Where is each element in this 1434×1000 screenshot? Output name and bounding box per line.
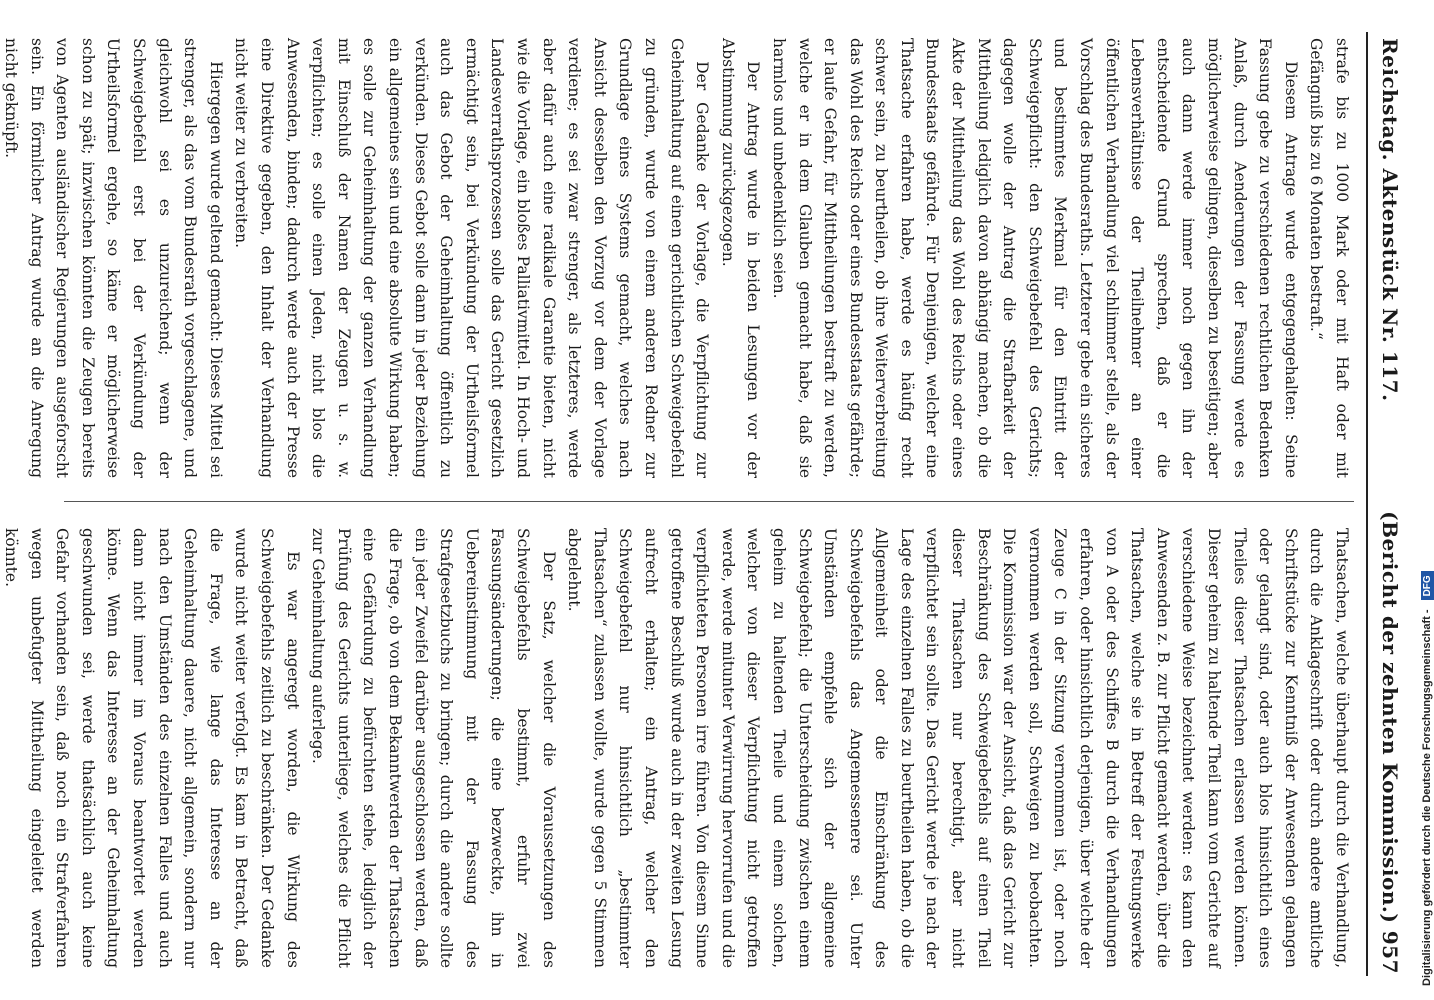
paragraph: Der Satz, welcher die Voraussetzungen des Schweigebefehls bestimmt, erfuhr zwei Fassungsänderungen; die eine bezweckte, ihn in Uebereinstimmung mit der Fassung des Strafgesetzbuchs zu bringen; durch die andere sollte ein jeder Zweifel darüber ausgeschlossen werden, daß die Frage, ob von dem Bekanntwerden der Thatsachen eine Gefährdung zu befürchten stehe, lediglich der Prüfung des Gerichts unterliege, welches die Pflicht zur Geheimhaltung auferlege. [309, 528, 558, 968]
paragraph: strafe bis zu 1000 Mark oder mit Haft oder mit Gefängniß bis zu 6 Monaten bestraft.“ [1307, 38, 1351, 478]
document-page [2, 18, 1416, 984]
paragraph: Diesem Antrage wurde entgegengehalten: Seine Fassung gebe zu verschiedenen rechtlichen Bedenken Anlaß, durch Aenderungen der Fassung werde es möglicherweise gelingen, dieselben zu beseitigen; aber auch dann werde immer noch gegen ihn der entscheidende Grund sprechen, daß er die Lebensverhältnisse der Theilnehmer an einer öffentlichen Verhandlung viel schlimmer stelle, als der Vorschlag des Bundesraths. Letzterer gebe ein sicheres und bestimmtes Merkmal für den Eintritt der Schweigepflicht: den Schweigebefehl des Gerichts; dagegen wolle der Antrag die Strafbarkeit der Mittheilung lediglich davon abhängig machen, ob die Akte der Mittheilung das Wohl des Reichs oder eines Bundesstaats gefährde. Für Denjenigen, welcher eine Thatsache erfahren habe, werde es häufig recht schwer sein, zu beurtheilen, ob ihre Weiterverbreitung das Wohl des Reichs oder eines Bundesstaats gefährde; er laufe Gefahr, für Mittheilungen bestraft zu werden, welche er in dem Glauben gemacht habe, daß sie harmlos und unbedenklich seien. [769, 38, 1300, 478]
header-left-title: Reichstag. Aktenstück Nr. 117. [1378, 38, 1402, 402]
paragraph: Thatsachen, welche überhaupt durch die Verhandlung, durch die Anklageschrift oder durch andere amtliche Schriftstücke zur Kenntniß der Anwesenden gelangen oder gelangt sind, oder auch blos hinsichtlich eines Theiles dieser Thatsachen erlassen werden können. Dieser geheim zu haltende Theil kann vom Gerichte auf verschiedene Weise bezeichnet werden: es kann den Anwesenden z. B. zur Pflicht gemacht werden, über die Thatsachen, welche sie in Betreff der Festungswerke von A oder des Schiffes B durch die Verhandlungen erfahren, oder hinsichtlich derjenigen, über welche der Zeuge C in der Sitzung vernommen ist, oder noch vernommen werden soll, Schweigen zu beobachten. Die Kommission war der Ansicht, daß das Gericht zur Beschränkung des Schweigebefehls auf einen Theil dieser Thatsachen nur berechtigt, aber nicht verpflichtet sein sollte. Das Gericht werde je nach der Lage des einzelnen Falles zu beurtheilen haben, ob die Allgemeinheit oder die Einschränkung des Schweigebefehls das Angemessenere sei. Unter Umständen empfehle sich der allgemeine Schweigebefehl; die Unterscheidung zwischen einem geheim zu haltenden Theile und einem solchen, welcher von dieser Verpflichtung nicht getroffen werde, werde mitunter Verwirrung hervorrufen und die verpflichteten Personen irre führen. Von diesem Sinne getroffene Beschluß wurde auch in der zweiten Lesung aufrecht erhalten; ein Antrag, welcher den Schweigebefehl nur hinsichtlich „bestimmter Thatsachen“ zulassen wollte, wurde gegen 5 Stimmen abgelehnt. [565, 528, 1351, 968]
paragraph: Der Gedanke der Vorlage, die Verpflichtung zur Geheimhaltung auf einen gerichtlichen Schweigebefehl zu gründen, wurde von einem anderen Redner zur Grundlage eines Systems gemacht, welches nach Ansicht desselben den Vorzug vor dem der Vorlage verdiene; es sei zwar strenger, als letzteres, werde aber dafür auch eine radikale Garantie bieten, nicht wie die Vorlage, ein bloßes Palliativmittel. In Hoch- und Landesverrathsprozessen solle das Gericht gesetzlich ermächtigt sein, bei Verkündung der Urtheilsformel auch das Gebot der Geheimhaltung öffentlich zu verkünden. Dieses Gebot solle dann in jeder Beziehung ein allgemeines sein und eine absolute Wirkung haben; es solle zur Geheimhaltung der ganzen Verhandlung mit Einschluß der Namen der Zeugen u. s. w. verpflichten; es solle einen Jeden, nicht blos die Anwesenden, binden; dadurch werde auch der Presse eine Direktive gegeben, den Inhalt der Verhandlung nicht weiter zu verbreiten. [232, 38, 712, 478]
paragraph: Der Antrag wurde in beiden Lesungen vor der Abstimmung zurückgezogen. [718, 38, 763, 478]
header-right-title: (Bericht der zehnten Kommission.) 957 [1378, 511, 1402, 974]
left-column [2, 38, 1354, 478]
column-divider [64, 501, 1354, 502]
paragraph: Es war angeregt worden, die Wirkung des Schweigebefehls zeitlich zu beschränken. Der Gedanke wurde nicht weiter verfolgt. Es kam in Betracht, daß die Frage, wie lange das Interesse an der Geheimhaltung dauere, nicht allgemein, sondern nur nach den Umständen des einzelnen Falles und auch dann nicht immer im Voraus beantwortet werden könne. Wenn das Interesse an der Geheimhaltung geschwunden sei, werde thatsächlich auch keine Gefahr vorhanden sein, daß noch ein Strafverfahren wegen unbefugter Mittheilung eingeleitet werden könnte. [2, 528, 302, 968]
right-column [2, 528, 1354, 968]
header-rule [1366, 32, 1368, 976]
digitization-note [1421, 6, 1434, 986]
dfg-logo: DFG [1421, 571, 1434, 600]
digitization-text: Digitalisierung gefördert durch die Deutsche Forschungsgemeinschaft - [1421, 609, 1433, 986]
page-header [1364, 18, 1416, 984]
paragraph: Hiergegen wurde geltend gemacht: Dieses Mittel sei strenger, als das vom Bundesrath vorgeschlagene, und gleichwohl sei es unzureichend; wenn der Schweigebefehl erst bei der Verkündung der Urtheilsformel ergehe, so käme er möglicherweise schon zu spät; inzwischen könnten die Zeugen bereits von Agenten ausländischer Regierungen ausgeforscht sein. Ein förmlicher Antrag wurde an die Anregung nicht geknüpft. [2, 38, 225, 478]
